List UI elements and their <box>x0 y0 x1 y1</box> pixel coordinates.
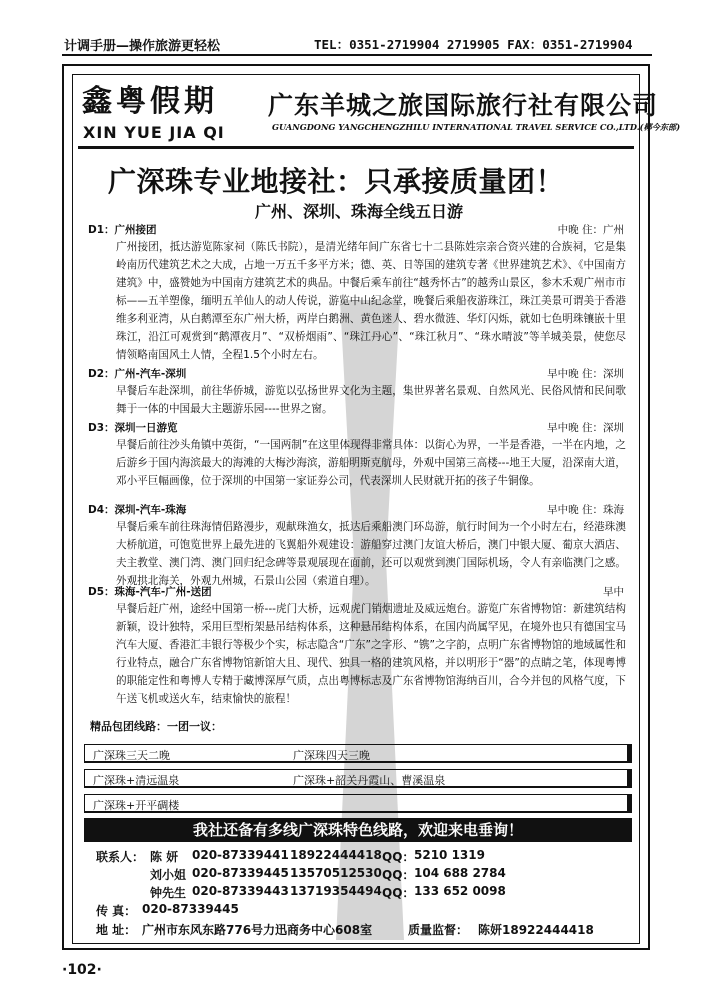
contact-row <box>150 866 506 883</box>
day-meals: 早中晚 住：深圳 <box>547 368 624 380</box>
contact-phone: 020-87339441 <box>192 848 289 862</box>
itinerary-day-2 <box>88 364 636 418</box>
day-description: 早餐后车赴深圳，前往华侨城，游览以弘扬世界文化为主题，集世界著名景观、自然风光、民俗风情和民间歌舞于一体的中国最大主题游乐园----世界之窗。 <box>116 385 626 415</box>
contact-name: 刘小姐 <box>150 868 187 882</box>
day-meals: 早中晚 住：深圳 <box>547 422 624 434</box>
day-description: 广州接团，抵达游览陈家祠（陈氏书院），是清光绪年间广东省七十二县陈姓宗亲合资兴建的合族祠，它是集岭南历代建筑艺术之大成，占地一万五千多平方米；德、英、日等国的建筑专著《世界建筑艺术》、《中国南方建筑》中，盛赞她为中国南方建筑艺术的典品。中餐后乘车前往“越秀怀古”的越秀山景区，参木禾观广州市市标——五羊塑像，缅明五羊仙人的动人传说，游览中山纪念堂，晚餐后乘船夜游珠江，珠江美景可谓美于香港维多利亚湾，从白鹅潭至东广州大桥，两岸白鹅洲、黄色迷人、碧水微涟、华灯闪烁，就如七色明珠镶嵌十里珠江，沿江可观赏到“鹅潭夜月”、“双桥烟雨”、“珠江丹心”、“珠江秋月”、“珠水晴波”等羊城美景，使您尽情领略南国风土人情，全程1.5个小时左右。 <box>116 241 626 361</box>
brand-logo: 鑫粤假期 <box>82 84 218 119</box>
address-row <box>96 921 594 938</box>
package-item: 广深珠+韶关丹霞山、曹溪温泉 <box>293 774 446 787</box>
contact-mobile: 13719354494 <box>290 884 382 898</box>
day-description: 早餐后前往沙头角镇中英街，“一国两制”在这里体现得非常具体：以街心为界，一半是香港，一半在内地，之后游乡于国内海滨最大的海滩的大梅沙海滨，游船明斯克航母，外观中国第三高楼---地王大厦，沿深南大道，邓小平巨幅画像，位于深圳的中国第一家证券公司，代表深圳人民财就开拓的孩子牛铜像。 <box>116 439 626 487</box>
headline: 广深珠专业地接社：只承接质量团！ <box>108 165 565 198</box>
contact-phone: 020-87339445 <box>192 866 289 880</box>
itinerary-day-3 <box>88 418 636 490</box>
day-description: 早餐后乘车前往珠海情侣路漫步，观献珠渔女，抵达后乘船澳门环岛游，航行时间为一个小时左右，经港珠澳大桥航道，可饱览世界上最先进的飞翼船外观建设：游船穿过澳门友谊大桥后，澳门中银大厦、葡京大酒店、夫主教堂、澳门湾、澳门回归纪念碑等景观展现在面前，还可以观赏到澳门国际机场，令人有亲临澳门之感。外观拱北海关，外观九州城，石景山公园（索道自理）。 <box>116 521 626 587</box>
package-item: 广深珠+开平碉楼 <box>93 799 180 812</box>
itinerary-day-4 <box>88 500 636 590</box>
qq-label: QQ： <box>382 850 415 864</box>
day-title: D1：广州接团 <box>88 224 157 236</box>
address-text: 广州市东风东路776号力迅商务中心608室 <box>142 923 373 937</box>
qq-label: QQ： <box>382 868 415 882</box>
day-title: D4：深圳-汽车-珠海 <box>88 504 187 516</box>
package-item: 广深珠+清远温泉 <box>93 774 180 787</box>
package-row <box>84 794 632 813</box>
contact-phone: 020-87339443 <box>192 884 289 898</box>
contact-name: 陈 妍 <box>150 850 179 864</box>
day-description: 早餐后赶广州，途经中国第一桥---虎门大桥，远观虎门销烟遗址及威远炮台。游览广东省博物馆：新建筑结构新颖，设计独特，采用巨型桁架悬吊结构体系，这种悬吊结构体系，在国内尚属罕见，在境外也只有德国宝马汽车大厦、香港汇丰银行等极少个实，标志隐含“广东”之字形、“镌”之字韵，点明广东省博物馆的地域属性和行业特点，融合广东省博物馆新馆大且、现代、独具一格的建筑风格，并以明形于“器”的点睛之笔，体现粤博的职能定性和粤博人专精于藏博深厚气质，点出粤博标志及广东省博物馆海纳百川，合今并包的风格气度，下午送飞机或送火车，结束愉快的旅程！ <box>116 603 626 705</box>
top-contact-bar <box>62 34 652 56</box>
address-label: 地 址： <box>96 923 137 937</box>
itinerary-day-5 <box>88 582 636 708</box>
company-name: 广东羊城之旅国际旅行社有限公司 <box>268 91 659 120</box>
contacts-label: 联系人： <box>96 850 145 864</box>
contact-row <box>150 848 485 865</box>
contact-mobile: 13570512530 <box>290 866 382 880</box>
header-divider <box>78 146 634 149</box>
supervisor-label: 质量监督： <box>408 923 469 937</box>
day-meals: 中晚 住：广州 <box>557 224 624 236</box>
contact-qq: 104 688 2784 <box>414 866 506 880</box>
brand-pinyin: XIN YUE JIA QI <box>83 123 225 142</box>
day-meals: 早中 <box>603 586 624 598</box>
supervisor-contact: 陈妍18922444418 <box>478 923 594 937</box>
contact-qq: 133 652 0098 <box>414 884 506 898</box>
page-number: ·102· <box>62 962 102 978</box>
qq-label: QQ： <box>382 886 415 900</box>
day-title: D2：广州-汽车-深圳 <box>88 368 187 380</box>
day-title: D5：珠海-汽车-广州-送团 <box>88 586 212 598</box>
contact-mobile: 18922444418 <box>290 848 382 862</box>
itinerary-day-1 <box>88 220 636 364</box>
promo-banner: 我社还备有多线广深珠特色线路，欢迎来电垂询！ <box>84 818 632 842</box>
package-row <box>84 769 632 788</box>
package-row <box>84 744 632 763</box>
company-name-en: GUANGDONG YANGCHENGZHILU INTERNATIONAL TRAVEL SERVICE CO.,LTD.(椰今东部) <box>272 122 681 132</box>
contact-row <box>150 884 506 901</box>
tel-fax-line: TEL：0351-2719904 2719905 FAX：0351-2719904 <box>314 37 633 52</box>
contact-qq: 5210 1319 <box>414 848 485 862</box>
day-meals: 早中晚 住：珠海 <box>547 504 624 516</box>
fax-label: 传 真： <box>96 904 137 918</box>
fax-row <box>96 902 239 919</box>
subheadline: 广州、深圳、珠海全线五日游 <box>255 202 464 221</box>
package-item: 广深珠三天二晚 <box>93 749 170 762</box>
fax-number: 020-87339445 <box>142 902 239 916</box>
package-item: 广深珠四天三晚 <box>293 749 370 762</box>
package-label: 精品包团线路：一团一议： <box>90 720 222 733</box>
contact-name: 钟先生 <box>150 886 187 900</box>
slogan: 计调手册—操作旅游更轻松 <box>64 39 221 54</box>
day-title: D3：深圳一日游览 <box>88 422 178 434</box>
